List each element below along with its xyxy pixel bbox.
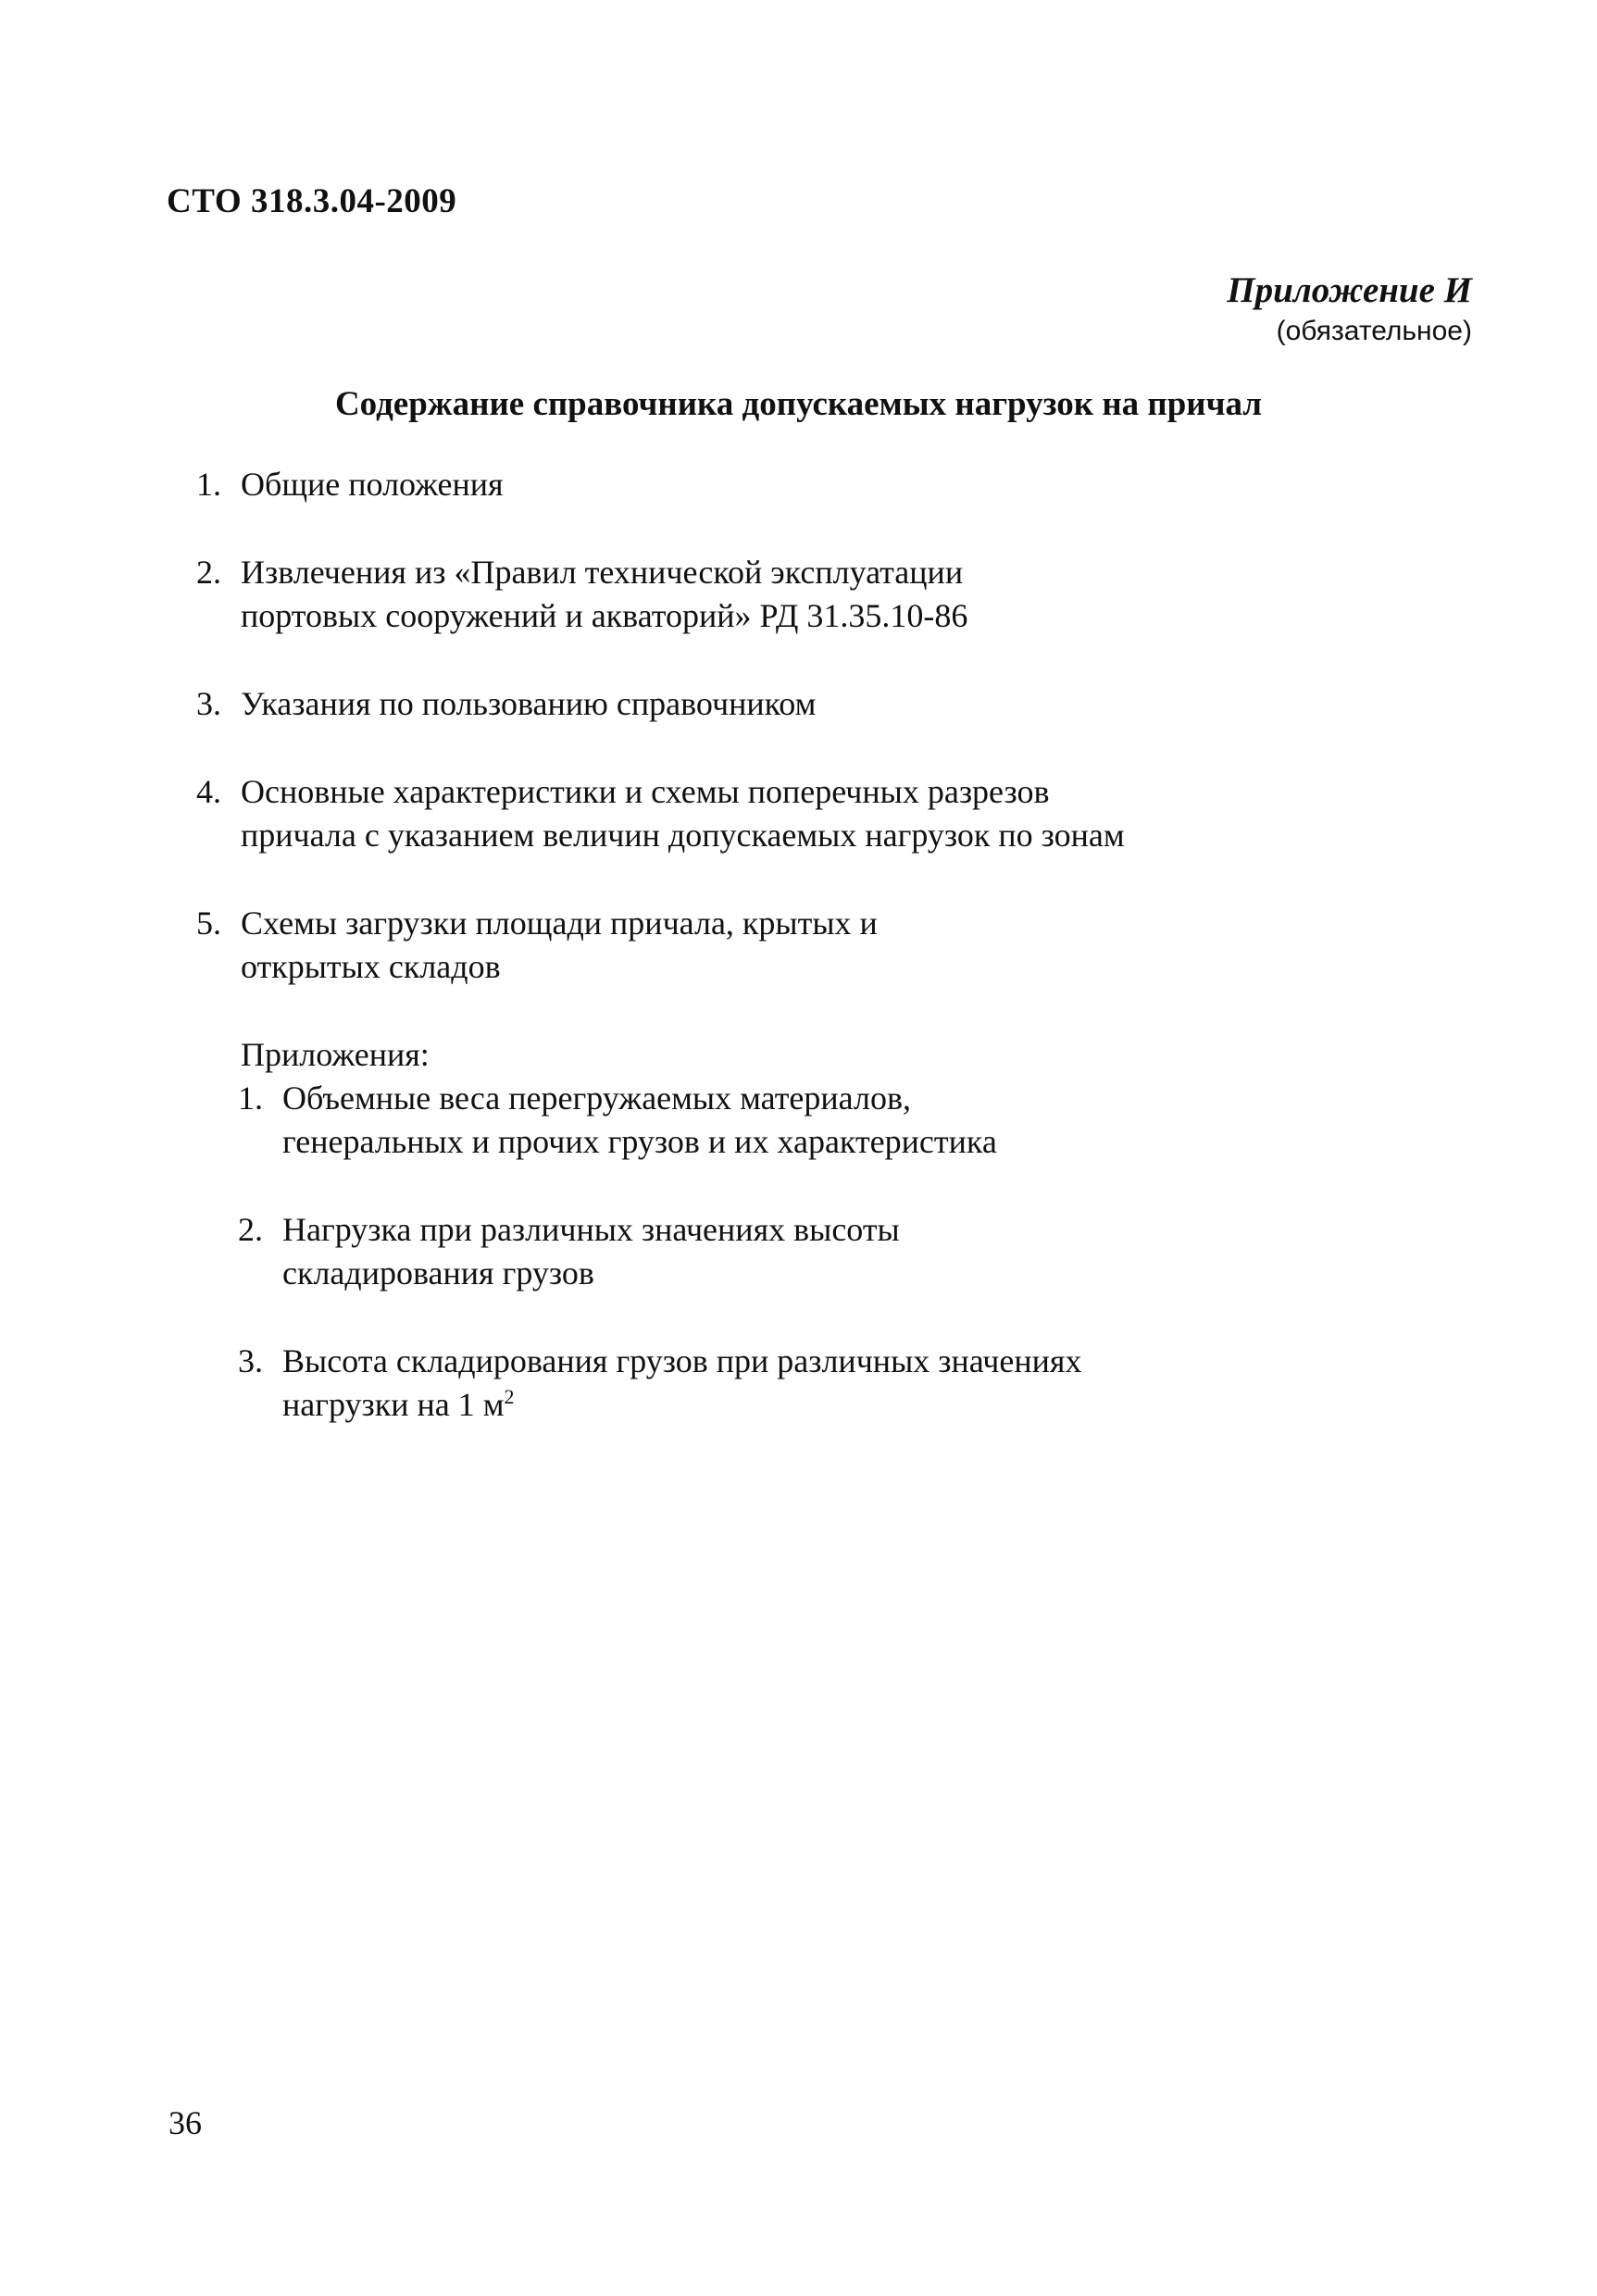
attachment-text bbox=[282, 1208, 1307, 1295]
item-text bbox=[241, 551, 1307, 638]
attachment-item bbox=[238, 1340, 1307, 1427]
attachment-line: Нагрузка при различных значениях высоты bbox=[282, 1211, 900, 1248]
item-text bbox=[241, 682, 1307, 726]
item-line: причала с указанием величин допускаемых нагрузок по зонам bbox=[241, 817, 1125, 854]
item-number: 4. bbox=[196, 773, 221, 810]
appendix-title: Приложение И bbox=[1227, 270, 1472, 310]
item-text bbox=[241, 463, 1307, 506]
item-line: Схемы загрузки площади причала, крытых и bbox=[241, 905, 878, 942]
page-number: 36 bbox=[168, 2104, 202, 2141]
contents-item bbox=[196, 463, 1307, 506]
attachments-list bbox=[238, 1077, 1307, 1427]
item-text bbox=[241, 770, 1307, 857]
item-line: портовых сооружений и акваторий» РД 31.35.10-86 bbox=[241, 597, 968, 634]
contents-item bbox=[196, 682, 1307, 726]
item-number: 1. bbox=[196, 466, 221, 503]
attachment-line bbox=[282, 1383, 1307, 1427]
item-number: 3. bbox=[196, 685, 221, 722]
attachment-number: 2. bbox=[238, 1211, 263, 1248]
attachment-line: складирования грузов bbox=[282, 1254, 594, 1292]
appendix-type: (обязательное) bbox=[1276, 316, 1472, 346]
attachment-line: Высота складирования грузов при различных значениях bbox=[282, 1342, 1082, 1379]
attachments-title: Приложения: bbox=[241, 1036, 430, 1073]
page-heading: Содержание справочника допускаемых нагрузок на причал bbox=[334, 385, 1263, 423]
item-line: Указания по пользованию справочником bbox=[241, 685, 817, 722]
item-line: открытых складов bbox=[241, 948, 501, 985]
contents-item bbox=[196, 551, 1307, 638]
superscript: 2 bbox=[504, 1385, 515, 1408]
attachment-line: генеральных и прочих грузов и их характеристика bbox=[282, 1123, 997, 1160]
attachment-line: Объемные веса перегружаемых материалов, bbox=[282, 1079, 911, 1117]
contents-item bbox=[196, 770, 1307, 857]
item-text bbox=[241, 902, 1307, 989]
attachment-text bbox=[282, 1340, 1307, 1427]
contents-item bbox=[196, 902, 1307, 989]
attachment-item bbox=[238, 1208, 1307, 1295]
appendix-block bbox=[1227, 268, 1472, 350]
item-line: Общие положения bbox=[241, 466, 504, 503]
attachment-number: 3. bbox=[238, 1342, 263, 1379]
item-line: Извлечения из «Правил технической эксплуатации bbox=[241, 554, 964, 591]
contents-list bbox=[196, 463, 1307, 1471]
document-code: СТО 318.3.04-2009 bbox=[167, 182, 457, 220]
attachment-number: 1. bbox=[238, 1079, 263, 1117]
item-line: Основные характеристики и схемы поперечных разрезов bbox=[241, 773, 1050, 810]
attachment-text bbox=[282, 1077, 1307, 1164]
item-number: 2. bbox=[196, 554, 221, 591]
attachment-line-text: нагрузки на 1 м bbox=[282, 1386, 505, 1423]
item-number: 5. bbox=[196, 905, 221, 942]
attachment-item bbox=[238, 1077, 1307, 1164]
